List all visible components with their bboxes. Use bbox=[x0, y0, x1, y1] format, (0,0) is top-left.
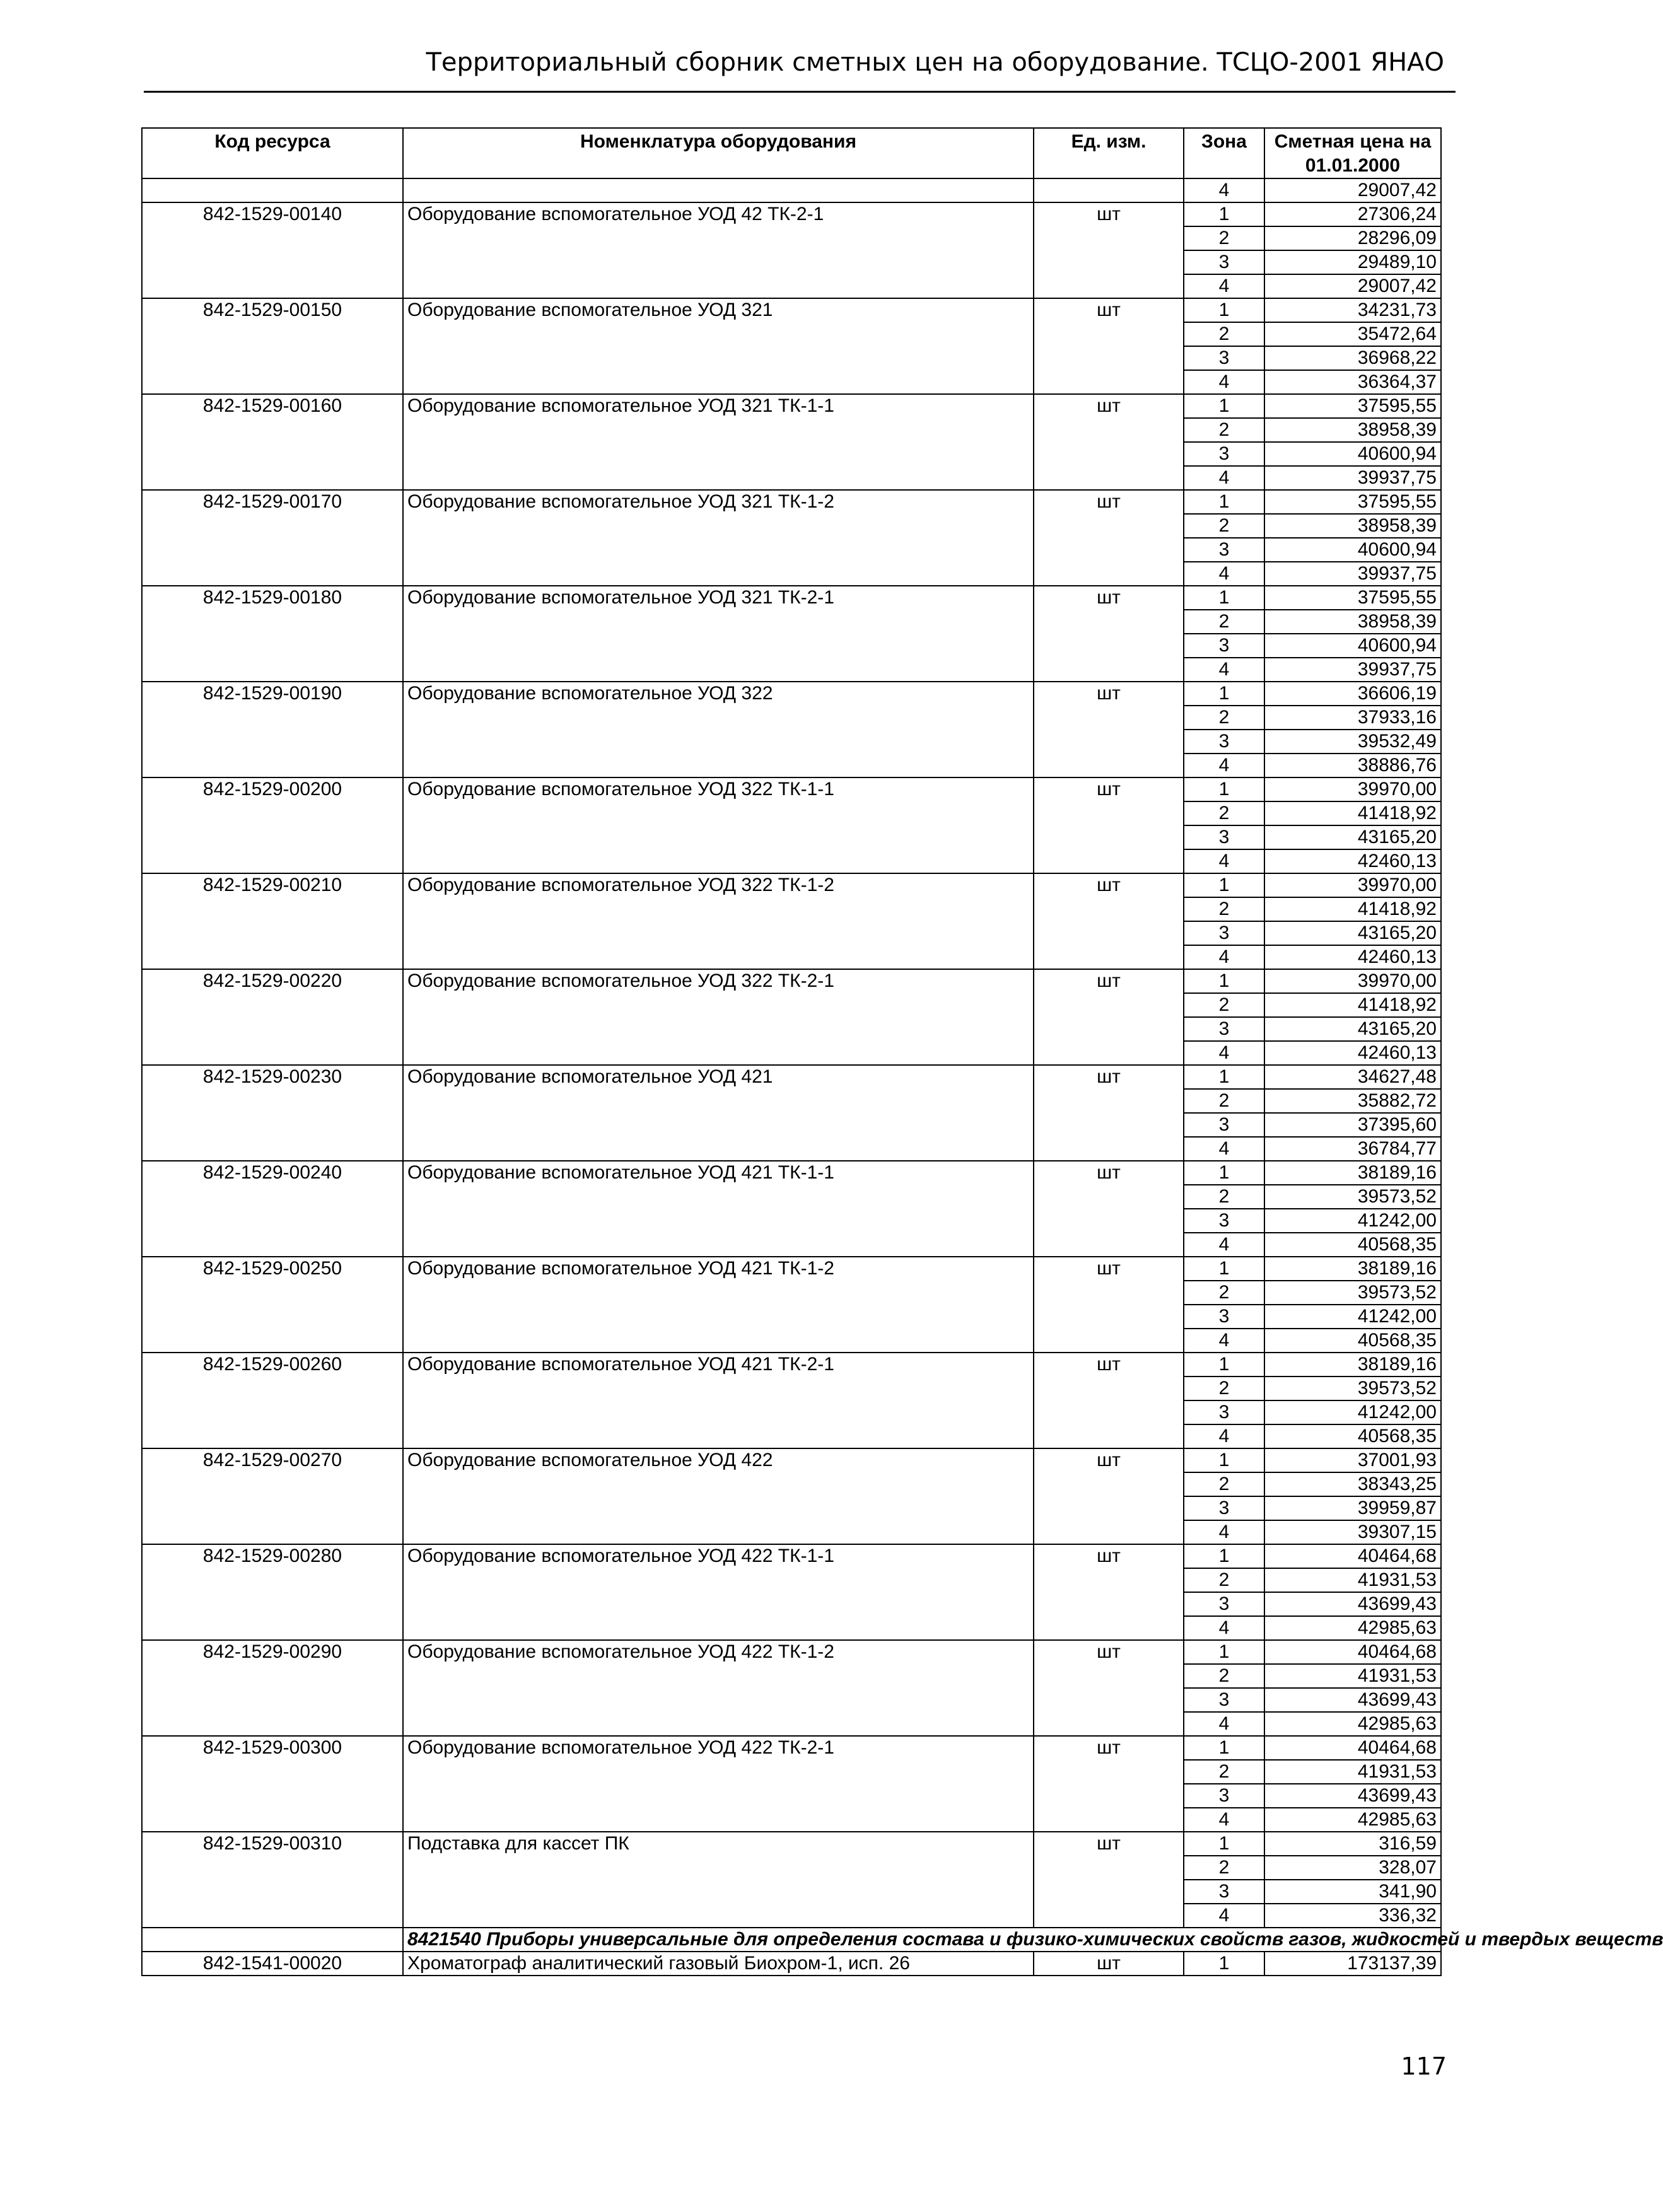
column-header-code: Код ресурса bbox=[142, 128, 403, 178]
unit-cell: шт bbox=[1034, 1161, 1184, 1257]
zone-cell: 2 bbox=[1184, 706, 1264, 730]
zone-cell: 3 bbox=[1184, 1688, 1264, 1712]
name-cell: Оборудование вспомогательное УОД 421 bbox=[403, 1065, 1034, 1161]
code-cell: 842-1529-00140 bbox=[142, 202, 403, 298]
code-cell: 842-1529-00290 bbox=[142, 1640, 403, 1736]
code-cell: 842-1529-00230 bbox=[142, 1065, 403, 1161]
zone-cell: 4 bbox=[1184, 1329, 1264, 1353]
unit-cell: шт bbox=[1034, 1736, 1184, 1832]
table-row bbox=[142, 1353, 1441, 1377]
price-cell: 36364,37 bbox=[1264, 370, 1441, 394]
zone-cell: 1 bbox=[1184, 394, 1264, 418]
price-cell: 39937,75 bbox=[1264, 466, 1441, 490]
price-cell: 39970,00 bbox=[1264, 873, 1441, 897]
zone-cell: 2 bbox=[1184, 1856, 1264, 1880]
price-cell: 37595,55 bbox=[1264, 394, 1441, 418]
zone-cell: 2 bbox=[1184, 322, 1264, 346]
code-cell: 842-1529-00310 bbox=[142, 1832, 403, 1928]
unit-cell: шт bbox=[1034, 1952, 1184, 1976]
price-cell: 43165,20 bbox=[1264, 921, 1441, 945]
unit-cell: шт bbox=[1034, 1257, 1184, 1353]
zone-cell: 3 bbox=[1184, 1305, 1264, 1329]
table-body bbox=[142, 178, 1663, 1976]
zone-cell: 2 bbox=[1184, 1185, 1264, 1209]
table-row bbox=[142, 178, 1441, 202]
zone-cell: 3 bbox=[1184, 825, 1264, 849]
zone-cell: 3 bbox=[1184, 1496, 1264, 1520]
price-cell: 42985,63 bbox=[1264, 1616, 1441, 1640]
price-cell: 39970,00 bbox=[1264, 777, 1441, 801]
column-header-unit: Ед. изм. bbox=[1034, 128, 1184, 178]
price-cell: 39573,52 bbox=[1264, 1281, 1441, 1305]
zone-cell: 1 bbox=[1184, 1952, 1264, 1976]
zone-cell: 2 bbox=[1184, 801, 1264, 825]
table-row bbox=[142, 873, 1441, 897]
price-cell: 40568,35 bbox=[1264, 1424, 1441, 1448]
zone-cell: 4 bbox=[1184, 754, 1264, 777]
unit-cell: шт bbox=[1034, 202, 1184, 298]
table-row bbox=[142, 1257, 1441, 1281]
price-cell: 27306,24 bbox=[1264, 202, 1441, 226]
price-cell: 37001,93 bbox=[1264, 1448, 1441, 1472]
zone-cell: 4 bbox=[1184, 370, 1264, 394]
price-cell: 43165,20 bbox=[1264, 1017, 1441, 1041]
price-cell: 38958,39 bbox=[1264, 418, 1441, 442]
name-cell: Оборудование вспомогательное УОД 321 ТК-2-1 bbox=[403, 586, 1034, 682]
price-cell: 37395,60 bbox=[1264, 1113, 1441, 1137]
zone-cell: 2 bbox=[1184, 1664, 1264, 1688]
zone-cell: 4 bbox=[1184, 1424, 1264, 1448]
zone-cell: 1 bbox=[1184, 682, 1264, 706]
section-title: 8421540 Приборы универсальные для определения состава и физико-химических свойств газов, жидкостей и твердых веществ bbox=[403, 1928, 1441, 1952]
table-row bbox=[142, 1065, 1441, 1089]
name-cell: Подставка для кассет ПК bbox=[403, 1832, 1034, 1928]
price-cell: 39573,52 bbox=[1264, 1185, 1441, 1209]
zone-cell: 1 bbox=[1184, 969, 1264, 993]
zone-cell: 4 bbox=[1184, 1041, 1264, 1065]
price-cell: 41931,53 bbox=[1264, 1664, 1441, 1688]
zone-cell: 3 bbox=[1184, 1880, 1264, 1904]
zone-cell: 1 bbox=[1184, 1544, 1264, 1568]
zone-cell: 3 bbox=[1184, 250, 1264, 274]
price-cell: 328,07 bbox=[1264, 1856, 1441, 1880]
zone-cell: 4 bbox=[1184, 274, 1264, 298]
unit-cell: шт bbox=[1034, 1640, 1184, 1736]
name-cell: Оборудование вспомогательное УОД 422 ТК-1-2 bbox=[403, 1640, 1034, 1736]
price-cell: 39937,75 bbox=[1264, 562, 1441, 586]
price-cell: 41418,92 bbox=[1264, 993, 1441, 1017]
unit-cell: шт bbox=[1034, 298, 1184, 394]
zone-cell: 2 bbox=[1184, 1377, 1264, 1400]
price-cell: 336,32 bbox=[1264, 1904, 1441, 1928]
zone-cell: 3 bbox=[1184, 1113, 1264, 1137]
zone-cell: 4 bbox=[1184, 1137, 1264, 1161]
name-cell: Оборудование вспомогательное УОД 321 ТК-1-2 bbox=[403, 490, 1034, 586]
zone-cell: 3 bbox=[1184, 346, 1264, 370]
name-cell: Оборудование вспомогательное УОД 422 bbox=[403, 1448, 1034, 1544]
price-cell: 38189,16 bbox=[1264, 1161, 1441, 1185]
unit-cell: шт bbox=[1034, 873, 1184, 969]
zone-cell: 1 bbox=[1184, 777, 1264, 801]
price-cell: 40464,68 bbox=[1264, 1736, 1441, 1760]
price-cell: 40600,94 bbox=[1264, 634, 1441, 658]
zone-cell: 1 bbox=[1184, 873, 1264, 897]
zone-cell: 3 bbox=[1184, 1592, 1264, 1616]
zone-cell: 1 bbox=[1184, 490, 1264, 514]
code-cell: 842-1541-00020 bbox=[142, 1952, 403, 1976]
unit-cell: шт bbox=[1034, 394, 1184, 490]
name-cell: Оборудование вспомогательное УОД 322 ТК-2-1 bbox=[403, 969, 1034, 1065]
price-cell: 43699,43 bbox=[1264, 1784, 1441, 1808]
zone-cell: 2 bbox=[1184, 610, 1264, 634]
code-cell: 842-1529-00190 bbox=[142, 682, 403, 777]
code-cell: 842-1529-00240 bbox=[142, 1161, 403, 1257]
unit-cell: шт bbox=[1034, 1448, 1184, 1544]
page-header-title: Территориальный сборник сметных цен на оборудование. ТСЦО-2001 ЯНАО bbox=[426, 48, 1444, 77]
name-cell: Оборудование вспомогательное УОД 421 ТК-2-1 bbox=[403, 1353, 1034, 1448]
price-cell: 38343,25 bbox=[1264, 1472, 1441, 1496]
price-cell: 42460,13 bbox=[1264, 945, 1441, 969]
zone-cell: 4 bbox=[1184, 1520, 1264, 1544]
zone-cell: 1 bbox=[1184, 1353, 1264, 1377]
price-cell: 316,59 bbox=[1264, 1832, 1441, 1856]
zone-cell: 4 bbox=[1184, 178, 1264, 202]
price-cell: 39970,00 bbox=[1264, 969, 1441, 993]
name-cell: Оборудование вспомогательное УОД 322 bbox=[403, 682, 1034, 777]
code-cell bbox=[142, 178, 403, 202]
price-cell: 29489,10 bbox=[1264, 250, 1441, 274]
price-cell: 40568,35 bbox=[1264, 1329, 1441, 1353]
price-cell: 41242,00 bbox=[1264, 1209, 1441, 1233]
page-number: 117 bbox=[1401, 2052, 1447, 2080]
zone-cell: 2 bbox=[1184, 1760, 1264, 1784]
zone-cell: 4 bbox=[1184, 466, 1264, 490]
table-row bbox=[142, 586, 1441, 610]
zone-cell: 1 bbox=[1184, 298, 1264, 322]
name-cell: Оборудование вспомогательное УОД 42 ТК-2-1 bbox=[403, 202, 1034, 298]
price-cell: 28296,09 bbox=[1264, 226, 1441, 250]
price-cell: 41931,53 bbox=[1264, 1568, 1441, 1592]
zone-cell: 3 bbox=[1184, 634, 1264, 658]
code-cell: 842-1529-00250 bbox=[142, 1257, 403, 1353]
code-cell: 842-1529-00260 bbox=[142, 1353, 403, 1448]
zone-cell: 3 bbox=[1184, 1209, 1264, 1233]
code-cell: 842-1529-00200 bbox=[142, 777, 403, 873]
table-row bbox=[142, 1448, 1441, 1472]
price-cell: 29007,42 bbox=[1264, 178, 1441, 202]
zone-cell: 3 bbox=[1184, 442, 1264, 466]
zone-cell: 3 bbox=[1184, 1400, 1264, 1424]
name-cell: Оборудование вспомогательное УОД 422 ТК-2-1 bbox=[403, 1736, 1034, 1832]
price-cell: 40464,68 bbox=[1264, 1544, 1441, 1568]
table-row bbox=[142, 969, 1441, 993]
table-row bbox=[142, 490, 1441, 514]
price-cell: 41931,53 bbox=[1264, 1760, 1441, 1784]
price-cell: 37933,16 bbox=[1264, 706, 1441, 730]
name-cell: Оборудование вспомогательное УОД 421 ТК-1-1 bbox=[403, 1161, 1034, 1257]
name-cell: Оборудование вспомогательное УОД 422 ТК-1-1 bbox=[403, 1544, 1034, 1640]
name-cell: Хроматограф аналитический газовый Биохром-1, исп. 26 bbox=[403, 1952, 1034, 1976]
unit-cell: шт bbox=[1034, 682, 1184, 777]
price-cell: 40464,68 bbox=[1264, 1640, 1441, 1664]
code-cell: 842-1529-00150 bbox=[142, 298, 403, 394]
price-cell: 37595,55 bbox=[1264, 586, 1441, 610]
code-cell: 842-1529-00220 bbox=[142, 969, 403, 1065]
table-row bbox=[142, 1640, 1441, 1664]
zone-cell: 3 bbox=[1184, 730, 1264, 754]
zone-cell: 3 bbox=[1184, 1017, 1264, 1041]
zone-cell: 2 bbox=[1184, 1472, 1264, 1496]
code-cell: 842-1529-00280 bbox=[142, 1544, 403, 1640]
table-row bbox=[142, 202, 1441, 226]
price-table bbox=[141, 127, 1663, 1976]
unit-cell: шт bbox=[1034, 969, 1184, 1065]
zone-cell: 1 bbox=[1184, 202, 1264, 226]
zone-cell: 2 bbox=[1184, 1089, 1264, 1113]
table-row bbox=[142, 1544, 1441, 1568]
page-header bbox=[144, 45, 1456, 93]
price-cell: 43699,43 bbox=[1264, 1688, 1441, 1712]
section-code-cell bbox=[142, 1928, 403, 1952]
zone-cell: 1 bbox=[1184, 1640, 1264, 1664]
price-cell: 40568,35 bbox=[1264, 1233, 1441, 1257]
table-row bbox=[142, 682, 1441, 706]
zone-cell: 4 bbox=[1184, 1904, 1264, 1928]
zone-cell: 1 bbox=[1184, 586, 1264, 610]
price-cell: 39573,52 bbox=[1264, 1377, 1441, 1400]
name-cell: Оборудование вспомогательное УОД 421 ТК-1-2 bbox=[403, 1257, 1034, 1353]
price-cell: 39937,75 bbox=[1264, 658, 1441, 682]
zone-cell: 2 bbox=[1184, 1281, 1264, 1305]
zone-cell: 3 bbox=[1184, 1784, 1264, 1808]
unit-cell: шт bbox=[1034, 490, 1184, 586]
price-cell: 341,90 bbox=[1264, 1880, 1441, 1904]
name-cell: Оборудование вспомогательное УОД 321 bbox=[403, 298, 1034, 394]
code-cell: 842-1529-00300 bbox=[142, 1736, 403, 1832]
table-row bbox=[142, 777, 1441, 801]
unit-cell: шт bbox=[1034, 1065, 1184, 1161]
price-cell: 38886,76 bbox=[1264, 754, 1441, 777]
zone-cell: 4 bbox=[1184, 945, 1264, 969]
price-cell: 40600,94 bbox=[1264, 538, 1441, 562]
name-cell: Оборудование вспомогательное УОД 322 ТК-1-1 bbox=[403, 777, 1034, 873]
zone-cell: 4 bbox=[1184, 658, 1264, 682]
zone-cell: 3 bbox=[1184, 921, 1264, 945]
price-cell: 35882,72 bbox=[1264, 1089, 1441, 1113]
zone-cell: 1 bbox=[1184, 1832, 1264, 1856]
zone-cell: 2 bbox=[1184, 1568, 1264, 1592]
price-cell: 29007,42 bbox=[1264, 274, 1441, 298]
zone-cell: 1 bbox=[1184, 1065, 1264, 1089]
price-cell: 41418,92 bbox=[1264, 801, 1441, 825]
table-row bbox=[142, 1832, 1441, 1856]
table-row bbox=[142, 298, 1441, 322]
price-cell: 41242,00 bbox=[1264, 1400, 1441, 1424]
zone-cell: 2 bbox=[1184, 897, 1264, 921]
price-cell: 42460,13 bbox=[1264, 849, 1441, 873]
column-header-name: Номенклатура оборудования bbox=[403, 128, 1034, 178]
name-cell: Оборудование вспомогательное УОД 321 ТК-1-1 bbox=[403, 394, 1034, 490]
section-row bbox=[142, 1928, 1441, 1952]
zone-cell: 4 bbox=[1184, 1233, 1264, 1257]
price-cell: 39307,15 bbox=[1264, 1520, 1441, 1544]
zone-cell: 1 bbox=[1184, 1736, 1264, 1760]
price-cell: 34231,73 bbox=[1264, 298, 1441, 322]
code-cell: 842-1529-00170 bbox=[142, 490, 403, 586]
price-cell: 36784,77 bbox=[1264, 1137, 1441, 1161]
table-header-row bbox=[142, 128, 1441, 178]
zone-cell: 2 bbox=[1184, 418, 1264, 442]
code-cell: 842-1529-00270 bbox=[142, 1448, 403, 1544]
name-cell: Оборудование вспомогательное УОД 322 ТК-1-2 bbox=[403, 873, 1034, 969]
table-row bbox=[142, 1736, 1441, 1760]
code-cell: 842-1529-00160 bbox=[142, 394, 403, 490]
price-cell: 38189,16 bbox=[1264, 1257, 1441, 1281]
name-cell bbox=[403, 178, 1034, 202]
price-cell: 38958,39 bbox=[1264, 610, 1441, 634]
unit-cell: шт bbox=[1034, 586, 1184, 682]
price-cell: 43699,43 bbox=[1264, 1592, 1441, 1616]
zone-cell: 4 bbox=[1184, 1808, 1264, 1832]
zone-cell: 1 bbox=[1184, 1448, 1264, 1472]
zone-cell: 4 bbox=[1184, 1616, 1264, 1640]
price-cell: 35472,64 bbox=[1264, 322, 1441, 346]
price-cell: 42985,63 bbox=[1264, 1712, 1441, 1736]
column-header-zone: Зона bbox=[1184, 128, 1264, 178]
price-cell: 39959,87 bbox=[1264, 1496, 1441, 1520]
price-cell: 42985,63 bbox=[1264, 1808, 1441, 1832]
code-cell: 842-1529-00180 bbox=[142, 586, 403, 682]
zone-cell: 4 bbox=[1184, 1712, 1264, 1736]
price-cell: 173137,39 bbox=[1264, 1952, 1441, 1976]
unit-cell: шт bbox=[1034, 1353, 1184, 1448]
unit-cell: шт bbox=[1034, 1544, 1184, 1640]
zone-cell: 1 bbox=[1184, 1161, 1264, 1185]
price-cell: 36968,22 bbox=[1264, 346, 1441, 370]
unit-cell: шт bbox=[1034, 777, 1184, 873]
table-row bbox=[142, 1161, 1441, 1185]
zone-cell: 3 bbox=[1184, 538, 1264, 562]
price-cell: 41418,92 bbox=[1264, 897, 1441, 921]
table-row bbox=[142, 394, 1441, 418]
zone-cell: 4 bbox=[1184, 849, 1264, 873]
price-cell: 38189,16 bbox=[1264, 1353, 1441, 1377]
zone-cell: 2 bbox=[1184, 993, 1264, 1017]
price-cell: 43165,20 bbox=[1264, 825, 1441, 849]
price-cell: 41242,00 bbox=[1264, 1305, 1441, 1329]
unit-cell bbox=[1034, 178, 1184, 202]
table-row bbox=[142, 1952, 1441, 1976]
price-cell: 37595,55 bbox=[1264, 490, 1441, 514]
price-cell: 40600,94 bbox=[1264, 442, 1441, 466]
price-cell: 38958,39 bbox=[1264, 514, 1441, 538]
zone-cell: 4 bbox=[1184, 562, 1264, 586]
price-cell: 36606,19 bbox=[1264, 682, 1441, 706]
price-cell: 39532,49 bbox=[1264, 730, 1441, 754]
unit-cell: шт bbox=[1034, 1832, 1184, 1928]
code-cell: 842-1529-00210 bbox=[142, 873, 403, 969]
zone-cell: 2 bbox=[1184, 514, 1264, 538]
column-header-price: Сметная цена на 01.01.2000 bbox=[1264, 128, 1441, 178]
zone-cell: 2 bbox=[1184, 226, 1264, 250]
zone-cell: 1 bbox=[1184, 1257, 1264, 1281]
price-cell: 34627,48 bbox=[1264, 1065, 1441, 1089]
price-cell: 42460,13 bbox=[1264, 1041, 1441, 1065]
